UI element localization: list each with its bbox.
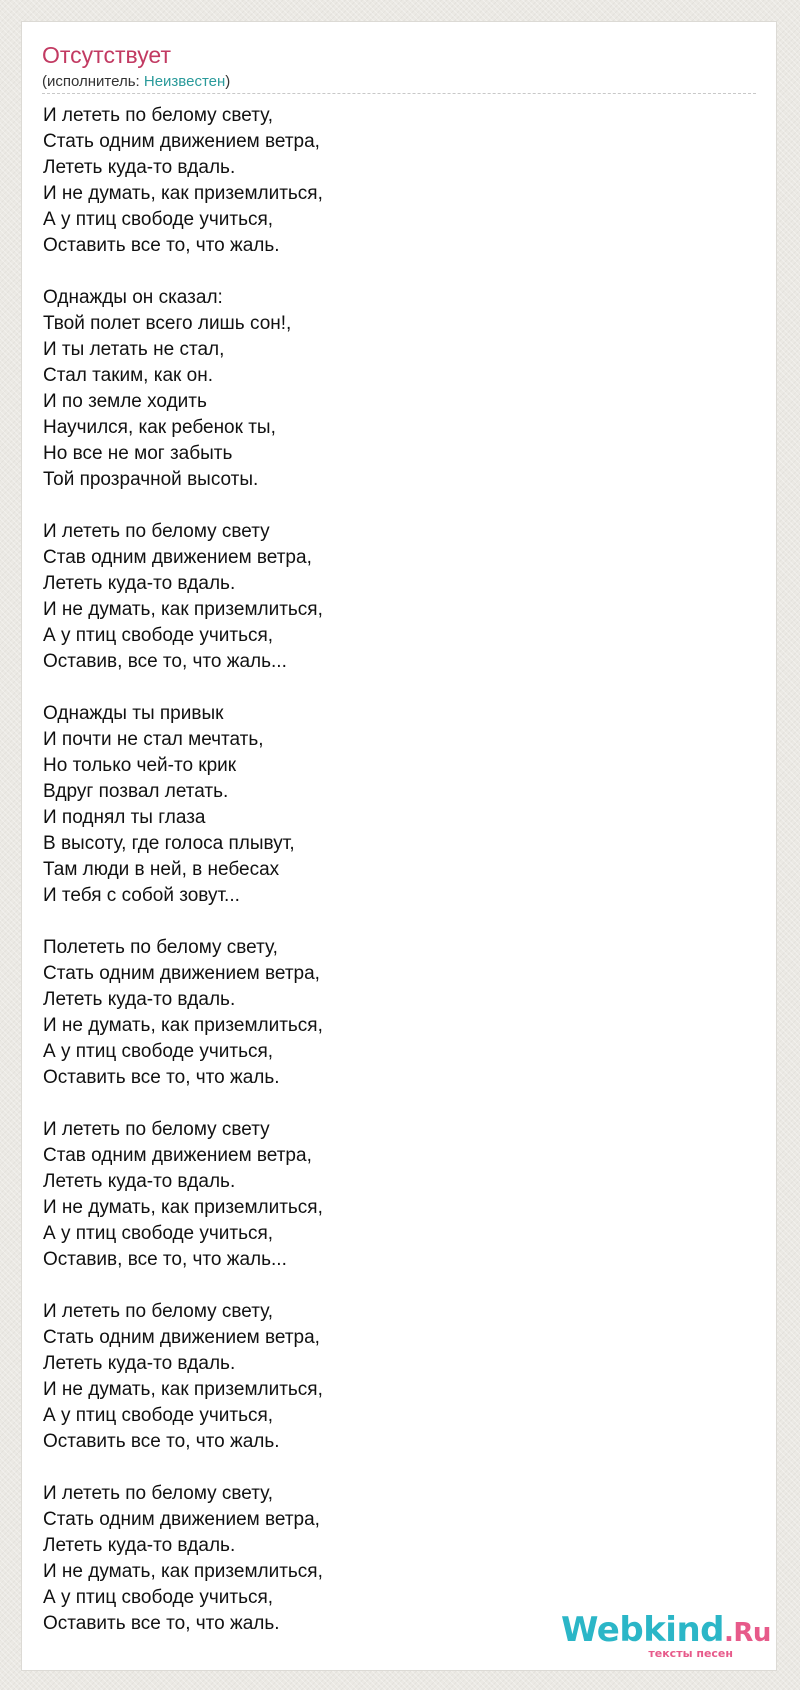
lyric-line: Став одним движением ветра, [43, 1145, 312, 1166]
lyric-line: Лететь куда-то вдаль. [43, 989, 236, 1010]
lyric-line: Стать одним движением ветра, [43, 131, 320, 152]
lyric-stanza [43, 1117, 743, 1273]
lyrics-card [21, 21, 777, 1671]
lyric-line: Оставить все то, что жаль. [43, 1613, 280, 1634]
lyric-line: Лететь куда-то вдаль. [43, 157, 236, 178]
lyric-line: А у птиц свободе учиться, [43, 625, 274, 646]
lyric-line: А у птиц свободе учиться, [43, 1041, 274, 1062]
lyric-line: Стать одним движением ветра, [43, 1327, 320, 1348]
logo-main-text: Webkind [561, 1610, 724, 1650]
lyric-line: И не думать, как приземлиться, [43, 599, 323, 620]
lyric-line: А у птиц свободе учиться, [43, 1223, 274, 1244]
lyric-line: И по земле ходить [43, 391, 207, 412]
lyric-line: И не думать, как приземлиться, [43, 1379, 323, 1400]
lyric-line: И не думать, как приземлиться, [43, 1015, 323, 1036]
lyric-stanza [43, 1299, 743, 1455]
lyric-line: Став одним движением ветра, [43, 547, 312, 568]
lyric-line: И лететь по белому свету [43, 521, 270, 542]
lyric-line: Однажды он сказал: [43, 287, 223, 308]
lyric-line: Лететь куда-то вдаль. [43, 1535, 236, 1556]
lyric-line: А у птиц свободе учиться, [43, 1587, 274, 1608]
lyric-line: Твой полет всего лишь сон!, [43, 313, 292, 334]
lyric-line: И ты летать не стал, [43, 339, 225, 360]
logo-wordmark [561, 1610, 771, 1651]
lyric-line: Стать одним движением ветра, [43, 963, 320, 984]
lyrics-body [43, 103, 743, 1663]
lyric-line: И лететь по белому свету, [43, 105, 274, 126]
lyric-line: Вдруг позвал летать. [43, 781, 229, 802]
lyric-line: И почти не стал мечтать, [43, 729, 264, 750]
lyric-line: Полететь по белому свету, [43, 937, 278, 958]
lyric-line: И не думать, как приземлиться, [43, 1561, 323, 1582]
lyric-line: Там люди в ней, в небесах [43, 859, 280, 880]
lyric-line: А у птиц свободе учиться, [43, 1405, 274, 1426]
title-divider [42, 93, 756, 94]
logo-tagline: тексты песен [648, 1647, 733, 1660]
lyric-line: Оставив, все то, что жаль... [43, 651, 287, 672]
artist-suffix: ) [225, 73, 231, 90]
lyric-line: И не думать, как приземлиться, [43, 183, 323, 204]
lyric-line: И лететь по белому свету, [43, 1301, 274, 1322]
lyric-stanza [43, 935, 743, 1091]
lyric-line: И не думать, как приземлиться, [43, 1197, 323, 1218]
artist-line [42, 73, 230, 91]
site-logo[interactable] [561, 1610, 771, 1662]
lyric-line: Оставив, все то, что жаль... [43, 1249, 287, 1270]
lyric-line: Оставить все то, что жаль. [43, 1067, 280, 1088]
lyric-line: Оставить все то, что жаль. [43, 1431, 280, 1452]
lyric-stanza [43, 103, 743, 259]
lyric-stanza [43, 519, 743, 675]
lyric-line: Стать одним движением ветра, [43, 1509, 320, 1530]
lyric-line: Той прозрачной высоты. [43, 469, 259, 490]
lyric-line: Оставить все то, что жаль. [43, 235, 280, 256]
lyric-line: Но все не мог забыть [43, 443, 233, 464]
lyric-line: И тебя с собой зовут... [43, 885, 240, 906]
lyric-line: А у птиц свободе учиться, [43, 209, 274, 230]
lyric-line: Но только чей-то крик [43, 755, 237, 776]
lyric-line: Лететь куда-то вдаль. [43, 1353, 236, 1374]
lyric-line: Лететь куда-то вдаль. [43, 573, 236, 594]
logo-tld: .Ru [724, 1618, 771, 1648]
lyric-line: В высоту, где голоса плывут, [43, 833, 295, 854]
lyric-line: И лететь по белому свету [43, 1119, 270, 1140]
lyric-line: И поднял ты глаза [43, 807, 206, 828]
lyric-stanza [43, 285, 743, 493]
artist-prefix: (исполнитель: [42, 73, 144, 90]
lyric-line: Лететь куда-то вдаль. [43, 1171, 236, 1192]
lyric-line: Научился, как ребенок ты, [43, 417, 276, 438]
lyric-line: Однажды ты привык [43, 703, 224, 724]
artist-link[interactable]: Неизвестен [143, 73, 226, 90]
lyric-line: И лететь по белому свету, [43, 1483, 274, 1504]
song-title: Отсутствует [42, 42, 171, 68]
lyric-line: Стал таким, как он. [43, 365, 213, 386]
lyric-stanza [43, 701, 743, 909]
